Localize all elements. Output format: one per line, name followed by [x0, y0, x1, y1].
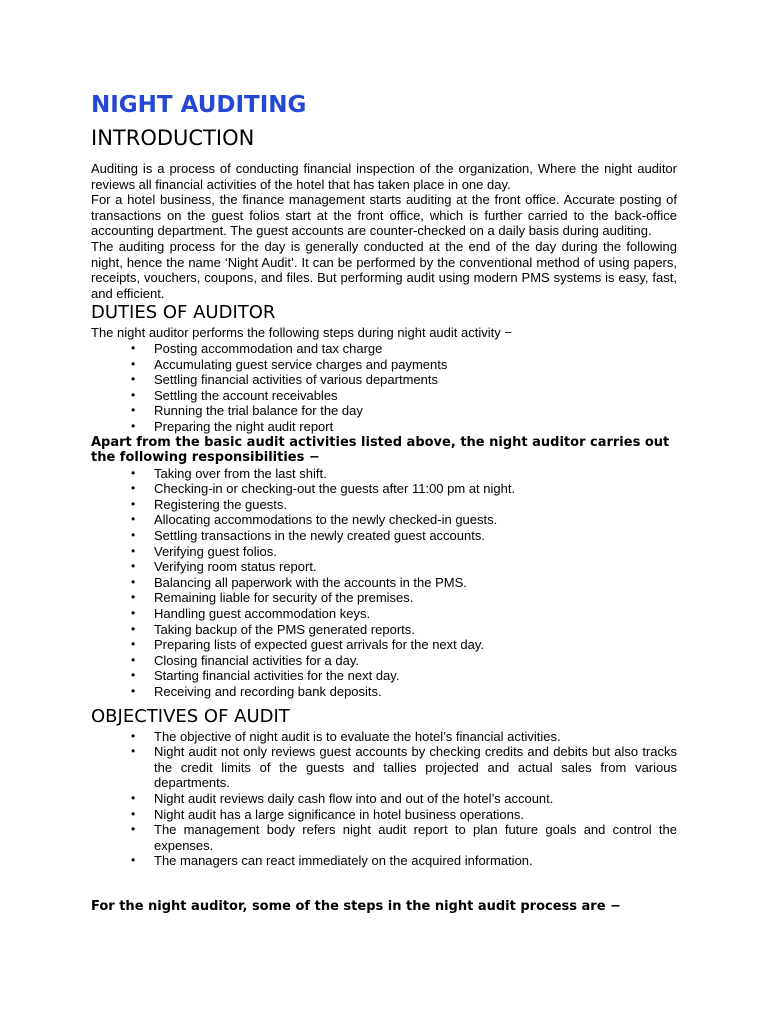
list-item: • Running the trial balance for the day: [154, 403, 677, 419]
list-item: • Taking over from the last shift.: [154, 466, 677, 482]
duties-steps-list: [91, 341, 677, 435]
closing-statement: For the night auditor, some of the steps in the night audit process are −: [91, 898, 621, 914]
document-title: NIGHT AUDITING: [91, 92, 307, 118]
list-item: • Allocating accommodations to the newly checked-in guests.: [154, 512, 677, 528]
document-content: [91, 88, 677, 915]
list-item: • Settling the account receivables: [154, 388, 677, 404]
list-item: • Checking-in or checking-out the guests after 11:00 pm at night.: [154, 481, 677, 497]
duties-intro: The night auditor performs the following steps during night audit activity −: [91, 325, 512, 341]
list-item: • Remaining liable for security of the premises.: [154, 590, 677, 606]
list-item: • Registering the guests.: [154, 497, 677, 513]
duties-heading: DUTIES OF AUDITOR: [91, 302, 276, 324]
list-item: • Verifying room status report.: [154, 559, 677, 575]
list-item: • Receiving and recording bank deposits.: [154, 684, 677, 700]
list-item: • The management body refers night audit report to plan future goals and control the expenses.: [154, 822, 677, 853]
list-item: • Preparing the night audit report: [154, 419, 677, 435]
list-item: • Settling financial activities of various departments: [154, 372, 677, 388]
objectives-heading: OBJECTIVES OF AUDIT: [91, 705, 290, 727]
list-item: • Balancing all paperwork with the accounts in the PMS.: [154, 575, 677, 591]
list-item: • Verifying guest folios.: [154, 544, 677, 560]
list-item: • The managers can react immediately on the acquired information.: [154, 853, 677, 869]
list-item: • Posting accommodation and tax charge: [154, 341, 677, 357]
list-item: • Handling guest accommodation keys.: [154, 606, 677, 622]
list-item: • Settling transactions in the newly created guest accounts.: [154, 528, 677, 544]
list-item: • The objective of night audit is to evaluate the hotel’s financial activities.: [154, 729, 677, 745]
list-item: • Night audit not only reviews guest accounts by checking credits and debits but also tracks the credit limits of the guests and tallies projected and actual sales from various departments.: [154, 744, 677, 791]
objectives-list: [91, 729, 677, 869]
responsibilities-intro: Apart from the basic audit activities listed above, the night auditor carries out the following responsibilities −: [91, 434, 670, 466]
intro-paragraph-2: For a hotel business, the finance management starts auditing at the front office. Accurate posting of transactions on the guest folios start at the front office, which is further carried to the back-office accounting department. The guest accounts are counter-checked on a daily basis during auditing.: [91, 192, 677, 239]
list-item: • Starting financial activities for the next day.: [154, 668, 677, 684]
list-item: • Taking backup of the PMS generated reports.: [154, 622, 677, 638]
list-item: • Closing financial activities for a day.: [154, 653, 677, 669]
list-item: • Night audit reviews daily cash flow into and out of the hotel’s account.: [154, 791, 677, 807]
intro-paragraph-3: The auditing process for the day is generally conducted at the end of the day during the following night, hence the name ‘Night Audit’. It can be performed by the conventional method of using papers, receipts, vouchers, coupons, and files. But performing audit using modern PMS systems is easy, fast, and efficient.: [91, 238, 677, 301]
introduction-heading: INTRODUCTION: [91, 126, 255, 150]
intro-paragraph-1: Auditing is a process of conducting financial inspection of the organization, Where the night auditor reviews all financial activities of the hotel that has taken place in one day.: [91, 161, 677, 192]
list-item: • Preparing lists of expected guest arrivals for the next day.: [154, 637, 677, 653]
responsibilities-list: [91, 466, 677, 700]
list-item: • Accumulating guest service charges and payments: [154, 357, 677, 373]
list-item: • Night audit has a large significance in hotel business operations.: [154, 807, 677, 823]
